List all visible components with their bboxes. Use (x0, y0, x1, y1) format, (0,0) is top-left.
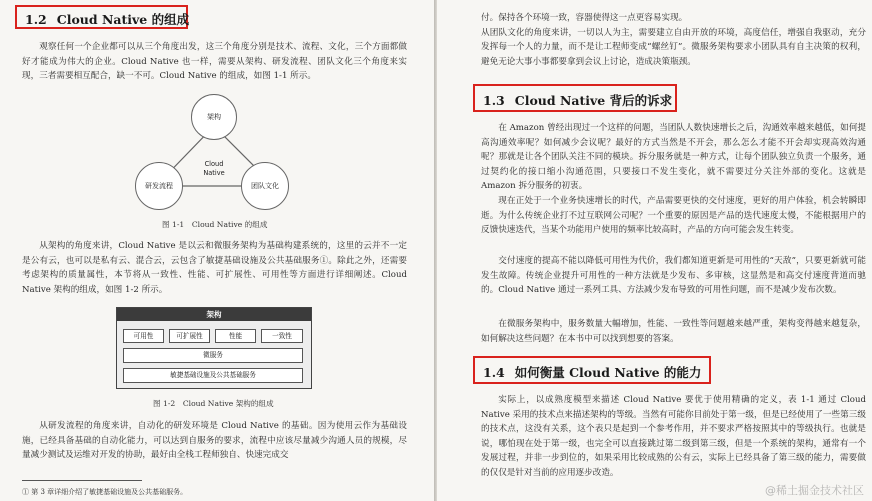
figure-1-2-architecture-box (116, 307, 312, 389)
paragraph-amazon: 在 Amazon 曾经出现过一个这样的问题，当团队人数快速增长之后，沟通效率越来越低，如何提高沟通效率呢？如何减少会议呢？最好的方式当然是不开会，那么怎么才能不开会却实现高效沟通呢？那就是让各个团队关注不同的模块。拆分服务就是一种方式，让每个团队独立负责一个服务，通过契约化的接口缩小沟通范围，只要接口不发生变化，就不需要过分关注外部的变化。这就是 Amazon 拆分服务的初衷。 (481, 123, 866, 191)
section-heading-1-3 (473, 84, 677, 112)
section-number: 1.4 (483, 365, 505, 380)
node-dev-process (135, 162, 183, 210)
node-architecture-label: 架构 (207, 113, 221, 121)
section-heading-1-2 (15, 5, 188, 29)
left-page (0, 0, 434, 501)
figure-1-1-caption: 图 1-1 Cloud Native 的组成 (162, 220, 268, 229)
infrastructure-layer: 敏捷基础设施及公共基础服务 (123, 368, 303, 383)
paragraph-microservices: 在微服务架构中，服务数量大幅增加，性能、一致性等问题越来越严重，架构变得越来越复杂，如何解决这些问题？在本书中可以找到想要的答案。 (481, 319, 866, 344)
attr-consistency: 一致性 (261, 329, 303, 343)
microservices-layer: 微服务 (123, 348, 303, 363)
center-label-line1: Cloud (204, 160, 224, 168)
paragraph-continued: 付。保持各个环境一致，容器使得这一点更容易实现。 从团队文化的角度来讲，一切以人为主，需要建立自由开放的环境，高度信任，增强自我驱动，充分发挥每一个人的力量，而不是让工程师变成“螺丝钉”。微服务架构要求小团队具有自主决策的权利，避免无论大事小事都要拿到会议上讨论，造成决策瓶颈。 (481, 13, 866, 67)
paragraph-architecture: 从架构的角度来讲，Cloud Native 是以云和微服务架构为基础构建系统的，这里的云并不一定是公有云，也可以是私有云、混合云，云包含了敏捷基础设施及公共基础服务①。除此之外，还需要考虑架构的质量属性，本节将从一致性、性能、可扩展性、可用性等方面进行详细阐述。Cloud Native 架构的组成，如图 1-2 所示。 (22, 241, 407, 295)
paragraph-dev-process: 从研发流程的角度来讲，自动化的研发环境是 Cloud Native 的基础。因为使用云作为基础设施，已经具备基础的自动化能力，可以达到自服务的要求，流程中应该尽量减少沟通人员的规模，尽量减少测试及运维对开发的协助，最好由全栈工程师独自、快速完成交 (22, 421, 407, 460)
attr-availability: 可用性 (123, 329, 164, 343)
attr-performance: 性能 (215, 329, 256, 343)
node-architecture (191, 94, 237, 140)
node-team-culture-label: 团队文化 (251, 182, 279, 190)
paragraph-availability: 交付速度的提高不能以降低可用性为代价，我们都知道更新是可用性的“天敌”，只要更新就可能发生故障。传统企业提升可用性的一种方法就是少发布、多审核，这显然是和高交付速度背道而驰的。Cloud Native 通过一系列工具、方法减少发布导致的可用性问题，而不是减少发布次数。 (481, 256, 866, 295)
node-team-culture (241, 162, 289, 210)
diagram-center-label (196, 160, 232, 178)
center-label-line2: Native (203, 169, 225, 177)
section-title: Cloud Native 的组成 (56, 12, 190, 27)
right-page (437, 0, 872, 501)
attr-scalability: 可扩展性 (169, 329, 210, 343)
section-heading-1-4 (473, 356, 711, 384)
paragraph-growth: 现在正处于一个业务快速增长的时代，产品需要更快的交付速度，更好的用户体验，机会转瞬即逝。为什么传统企业打不过互联网公司呢？一个重要的原因是产品的迭代速度太慢，不能根据用户的反馈快速迭代，当某个功能用户使用的频率比较高时，产品的方向可能会发生转变。 (481, 196, 866, 235)
paragraph-maturity: 实际上，以成熟度模型来描述 Cloud Native 要优于使用精确的定义，表 1-1 通过 Cloud Native 采用的技术点来描述架构的等级。当然有可能你目前处于第一级，但是已经使用了一些第三级的技术点，这没有关系，这个表只是起到一个参考作用，并不要求严格按照其中的等级执行。也就是说，哪怕现在处于第一级，也完全可以直接跳过第二级到第三级，但是一个系统的架构，通常有一个发展过程，并非一步到位的，如果采用比较成熟的公有云，实际上已经具备了第三级的能力，需要做的仅仅是针对当前的应用逐步改造。 (481, 395, 866, 478)
figure-1-2-caption: 图 1-2 Cloud Native 架构的组成 (153, 399, 274, 408)
watermark: @稀土掘金技术社区 (765, 484, 864, 497)
section-title: 如何衡量 Cloud Native 的能力 (514, 365, 702, 380)
section-number: 1.3 (483, 93, 505, 108)
architecture-title-bar: 架构 (117, 308, 311, 321)
node-dev-process-label: 研发流程 (145, 182, 173, 190)
section-number: 1.2 (25, 12, 47, 27)
section-title: Cloud Native 背后的诉求 (514, 93, 673, 108)
footnote-rule (22, 480, 142, 481)
paragraph-intro: 观察任何一个企业都可以从三个角度出发，这三个角度分别是技术、流程、文化，三个方面都做好才能成为伟大的企业。Cloud Native 也一样，需要从架构、研发流程、团队文化三个角度来实现，三者需要相互配合，缺一不可。Cloud Native 的组成，如图 1-1 所示。 (22, 42, 407, 81)
footnote: ① 第 3 章详细介绍了敏捷基础设施及公共基础服务。 (22, 488, 188, 496)
